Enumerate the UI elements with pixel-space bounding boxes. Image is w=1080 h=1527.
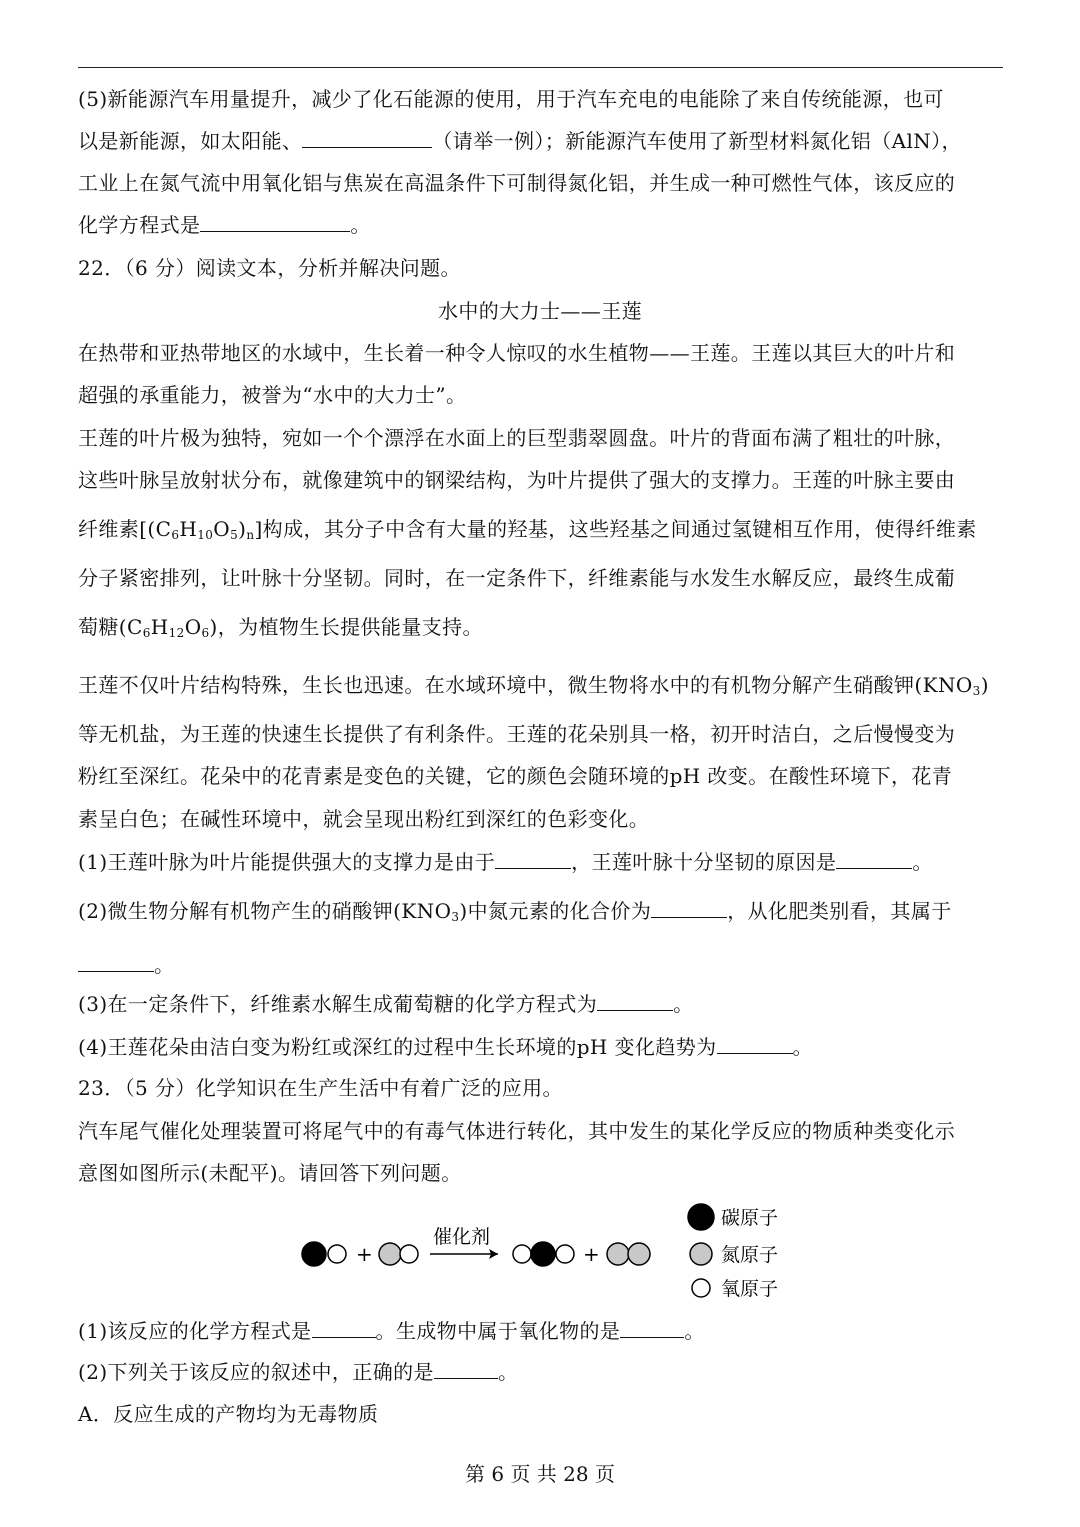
legend-oxygen-icon	[692, 1279, 710, 1297]
q22-para3-line1	[78, 670, 989, 706]
oxygen-atom	[328, 1245, 346, 1263]
text-segment: 。	[912, 850, 933, 874]
subscript-text: 6	[142, 626, 151, 640]
q21-5-line3	[78, 168, 955, 198]
q22-para3-line3	[78, 761, 952, 791]
answer-blank[interactable]	[836, 848, 912, 869]
text-segment: ，王莲叶脉十分坚韧的原因是	[571, 850, 837, 874]
q23-option-a	[78, 1399, 378, 1429]
text-segment: 23．（5 分）化学知识在生产生活中有着广泛的应用。	[78, 1076, 563, 1100]
q21-5-line2	[78, 126, 962, 156]
text-segment: 这些叶脉呈放射状分布，就像建筑中的钢梁结构，为叶片提供了强大的支撑力。王莲的叶脉主要由	[78, 468, 956, 492]
text-segment: 素呈白色；在碱性环境中，就会呈现出粉红到深红的色彩变化。	[78, 807, 650, 831]
text-segment: (3)在一定条件下，纤维素水解生成葡萄糖的化学方程式为	[78, 992, 598, 1016]
q22-question2	[78, 896, 952, 932]
subscript-text: 10	[197, 528, 214, 542]
q22-question2-cont	[78, 950, 174, 980]
catalyst-label: 催化剂	[433, 1226, 491, 1248]
legend-nitrogen-label: 氮原子	[721, 1244, 779, 1266]
q22-question1	[78, 847, 933, 877]
text-segment: 化学方程式是	[78, 213, 201, 237]
answer-blank[interactable]	[651, 897, 727, 918]
q22-para2-line3	[78, 514, 977, 550]
text-segment: 汽车尾气催化处理装置可将尾气中的有毒气体进行转化，其中发生的某化学反应的物质种类变化示	[78, 1119, 956, 1143]
q22-para3-line4	[78, 804, 649, 834]
answer-blank[interactable]	[302, 127, 432, 148]
subscript-text: 3	[972, 684, 981, 698]
q21-5-line1	[78, 84, 944, 114]
carbon-atom	[302, 1242, 326, 1266]
text-segment: 22．（6 分）阅读文本，分析并解决问题。	[78, 256, 461, 280]
text-segment: O	[213, 517, 231, 541]
legend-carbon-icon	[688, 1204, 714, 1230]
answer-blank[interactable]	[312, 1317, 376, 1338]
text-segment: A．反应生成的产物均为无毒物质	[78, 1402, 379, 1426]
text-segment: ]构成，其分子中含有大量的羟基，这些羟基之间通过氢键相互作用，使得纤维素	[254, 517, 977, 541]
text-segment: 。	[154, 953, 175, 977]
text-segment: 。	[350, 213, 371, 237]
oxygen-atom	[556, 1245, 574, 1263]
q22-question3	[78, 989, 694, 1019]
legend-carbon-label: 碳原子	[721, 1207, 779, 1229]
nitrogen-atom	[628, 1243, 650, 1265]
q22-para2-line5	[78, 612, 483, 648]
q22-para1-line2	[78, 380, 466, 410]
text-segment: 。	[497, 1360, 519, 1384]
q22-para3-line2	[78, 719, 955, 749]
answer-blank[interactable]	[78, 951, 154, 972]
q22-para1-line1	[78, 338, 955, 368]
q22-question4	[78, 1032, 813, 1062]
text-segment: H	[150, 615, 169, 639]
subscript-text: 3	[451, 910, 460, 924]
text-segment: )中氮元素的化合价为	[459, 899, 652, 923]
text-segment: (2)下列关于该反应的叙述中，正确的是	[78, 1360, 434, 1384]
answer-blank[interactable]	[434, 1358, 498, 1379]
text-segment: 。生成物中属于氧化物的是	[375, 1319, 621, 1343]
diagram-legend	[688, 1204, 778, 1300]
text-segment: 在热带和亚热带地区的水域中，生长着一种令人惊叹的水生植物——王莲。王莲以其巨大的叶片和	[78, 341, 956, 365]
subscript-text: 5	[230, 528, 239, 542]
molecule-reactant-no	[379, 1243, 418, 1265]
q23-heading	[78, 1073, 563, 1103]
text-segment: 粉红至深红。花朵中的花青素是变色的关键，它的颜色会随环境的pH 改变。在酸性环境下，花青	[78, 764, 953, 788]
legend-nitrogen-icon	[690, 1243, 712, 1265]
article-title	[0, 296, 1080, 326]
text-segment: 超强的承重能力，被誉为“水中的大力士”。	[78, 383, 467, 407]
plus-sign: +	[356, 1242, 373, 1266]
nitrogen-atom	[379, 1243, 401, 1265]
q22-para2-line4	[78, 563, 955, 593]
text-segment: O	[184, 615, 202, 639]
q21-5-line4	[78, 210, 371, 240]
q23-question1	[78, 1316, 705, 1346]
oxygen-atom	[400, 1245, 418, 1263]
text-segment: 意图如图所示(未配平)。请回答下列问题。	[78, 1161, 462, 1185]
answer-blank[interactable]	[620, 1317, 684, 1338]
text-segment: 等无机盐，为王莲的快速生长提供了有利条件。王莲的花朵别具一格，初开时洁白，之后慢慢变为	[78, 722, 956, 746]
page-footer: 第 6 页 共 28 页	[465, 1462, 615, 1486]
q22-para2-line1	[78, 423, 955, 453]
plus-sign: +	[583, 1242, 600, 1266]
subscript-text: 6	[171, 528, 180, 542]
answer-blank[interactable]	[495, 848, 571, 869]
reaction-diagram	[290, 1195, 810, 1305]
carbon-atom	[531, 1242, 555, 1266]
text-segment: ，从化肥类别看，其属于	[727, 899, 952, 923]
text-segment: 。	[792, 1035, 813, 1059]
oxygen-atom	[513, 1245, 531, 1263]
text-segment: )	[980, 673, 989, 697]
text-segment: (2)微生物分解有机物产生的硝酸钾(KNO	[78, 899, 452, 923]
q23-para-line2	[78, 1158, 462, 1188]
text-segment: 水中的大力士——王莲	[438, 299, 642, 323]
q22-heading	[78, 253, 461, 283]
text-segment: (1)该反应的化学方程式是	[78, 1319, 312, 1343]
text-segment: 。	[673, 992, 694, 1016]
subscript-text: n	[246, 528, 255, 542]
nitrogen-atom	[607, 1243, 629, 1265]
q23-para-line1	[78, 1116, 955, 1146]
molecule-product-n2	[607, 1243, 650, 1265]
text-segment: (5)新能源汽车用量提升，减少了化石能源的使用，用于汽车充电的电能除了来自传统能源，也可	[78, 87, 944, 111]
text-segment: （请举一例）；新能源汽车使用了新型材料氮化铝（AlN），	[432, 129, 962, 153]
text-segment: )	[238, 517, 247, 541]
molecule-reactant-co	[302, 1242, 346, 1266]
answer-blank[interactable]	[200, 211, 350, 232]
text-segment: 。	[684, 1319, 705, 1343]
text-segment: (4)王莲花朵由洁白变为粉红或深红的过程中生长环境的pH 变化趋势为	[78, 1035, 717, 1059]
header-rule	[78, 67, 1003, 68]
answer-blank[interactable]	[717, 1033, 793, 1054]
legend-oxygen-label: 氧原子	[721, 1278, 779, 1300]
subscript-text: 12	[168, 626, 185, 640]
molecule-product-co2	[513, 1242, 574, 1266]
q22-para2-line2	[78, 465, 955, 495]
text-segment: )，为植物生长提供能量支持。	[209, 615, 483, 639]
text-segment: 王莲不仅叶片结构特殊，生长也迅速。在水域环境中，微生物将水中的有机物分解产生硝酸钾(KNO	[78, 673, 973, 697]
answer-blank[interactable]	[597, 990, 673, 1011]
text-segment: (1)王莲叶脉为叶片能提供强大的支撑力是由于	[78, 850, 496, 874]
subscript-text: 6	[201, 626, 210, 640]
text-segment: H	[179, 517, 198, 541]
q23-question2	[78, 1357, 518, 1387]
text-segment: 以是新能源，如太阳能、	[78, 129, 303, 153]
text-segment: 分子紧密排列，让叶脉十分坚韧。同时，在一定条件下，纤维素能与水发生水解反应，最终生成葡	[78, 566, 956, 590]
text-segment: 王莲的叶片极为独特，宛如一个个漂浮在水面上的巨型翡翠圆盘。叶片的背面布满了粗壮的叶脉，	[78, 426, 956, 450]
text-segment: 纤维素[(C	[78, 517, 172, 541]
text-segment: 工业上在氮气流中用氧化铝与焦炭在高温条件下可制得氮化铝，并生成一种可燃性气体，该反应的	[78, 171, 956, 195]
text-segment: 萄糖(C	[78, 615, 143, 639]
